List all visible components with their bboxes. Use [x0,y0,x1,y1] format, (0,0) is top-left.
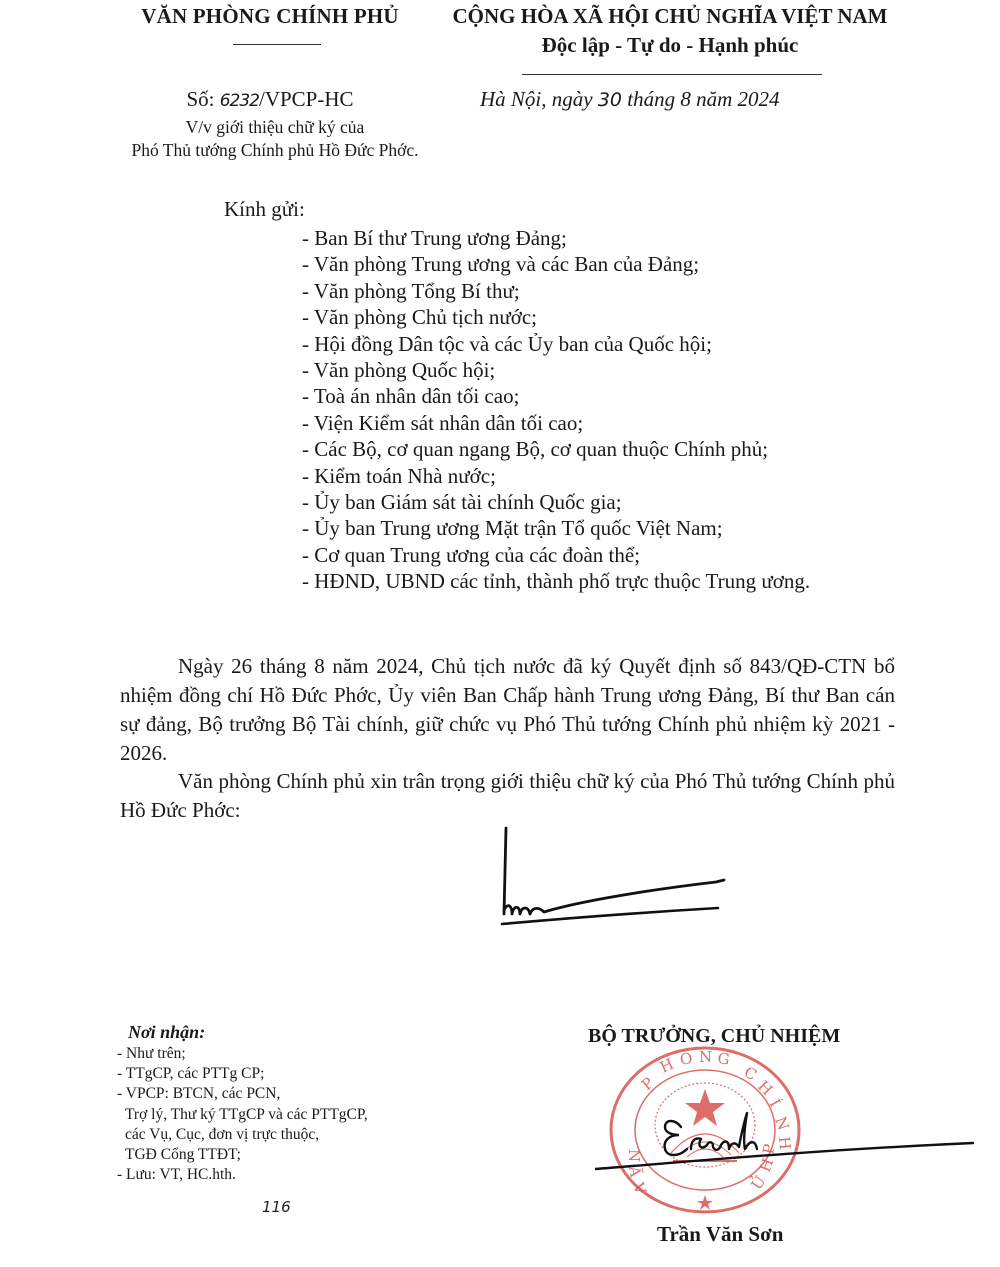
signer-name: Trần Văn Sơn [657,1222,784,1246]
svg-text:N: N [699,1048,713,1066]
date-prefix: Hà Nội, ngày [480,87,598,111]
svg-text:P: P [759,1142,779,1156]
addressee-item: - Các Bộ, cơ quan ngang Bộ, cơ quan thuộc Chính phủ; [302,437,769,462]
svg-text:H: H [775,1135,795,1151]
national-motto: Độc lập - Tự do - Hạnh phúc [541,33,799,57]
svg-text:P: P [638,1073,658,1095]
svg-text:C: C [741,1062,760,1085]
addressee-item: - Hội đồng Dân tộc và các Ủy ban của Quốc hội; [302,331,712,356]
issuing-body: VĂN PHÒNG CHÍNH PHỦ [141,4,399,28]
addressees-list [302,225,810,595]
body-paragraph-1 [120,652,895,768]
subject-line: Phó Thủ tướng Chính phủ Hồ Đức Phớc. [131,140,419,160]
svg-text:Ă: Ă [625,1164,645,1179]
distribution-list [117,1044,368,1185]
addressee-item: - Văn phòng Quốc hội; [302,358,496,383]
motto-underline [522,74,822,75]
national-title: CỘNG HÒA XÃ HỘI CHỦ NGHĨA VIỆT NAM [452,4,888,28]
svg-text:G: G [716,1049,731,1069]
document-subject [100,116,450,162]
svg-text:H: H [754,1077,777,1100]
distribution-item: - Lưu: VT, HC.hth. [117,1166,236,1184]
svg-text:V: V [629,1180,650,1197]
issue-date [480,87,880,112]
addressee-item: - Văn phòng Tổng Bí thư; [302,278,520,303]
addressee-item: - Ủy ban Giám sát tài chính Quốc gia; [302,490,622,515]
distribution-item: - VPCP: BTCN, các PCN, [117,1085,281,1103]
addressee-item: - Ban Bí thư Trung ương Đảng; [302,226,567,250]
svg-text:Ủ: Ủ [747,1172,770,1194]
addressee-item: - Văn phòng Chủ tịch nước; [302,305,537,330]
addressee-item: - Văn phòng Trung ương và các Ban của Đảng; [302,252,700,277]
distribution-item: - TTgCP, các PTTg CP; [117,1065,265,1083]
addressee-item: - Viện Kiểm sát nhân dân tối cao; [302,410,584,435]
addressee-item: - Cơ quan Trung ương của các đoàn thể; [302,542,641,567]
handwritten-copy-count: 116 [262,1198,291,1216]
addressee-item: - Toà án nhân dân tối cao; [302,384,520,409]
svg-text:Ò: Ò [678,1049,694,1069]
doc-number-prefix: Số: [186,87,220,111]
subject-line: V/v giới thiệu chữ ký của [185,117,365,137]
handwritten-doc-number: 6232 [219,91,259,111]
handwritten-signature-icon [480,822,740,932]
issuing-body-underline [233,44,321,45]
document-number [120,87,420,112]
svg-text:N: N [625,1149,643,1163]
svg-text:H: H [657,1054,677,1077]
appointment-paragraph: Ngày 26 tháng 8 năm 2024, Chủ tịch nước đã ký Quyết định số 843/QĐ-CTN bổ nhiệm đồng chí Hồ Đức Phớc, Ủy viên Ban Chấp hành Trung ương Đảng, Bí thư Ban cán sự đảng, Bộ trưởng Bộ Tài chính, giữ chức vụ Phó Thủ tướng Chính phủ nhiệm kỳ 2021 - 2026. [120,654,895,765]
distribution-item: - Như trên; [117,1045,186,1062]
svg-text:H: H [755,1155,778,1175]
distribution-label: Nơi nhận: [128,1022,206,1042]
distribution-item: TGĐ Cổng TTĐT; [125,1146,241,1164]
distribution-item: các Vụ, Cục, đơn vị trực thuộc, [125,1125,320,1143]
addressee-item: - Ủy ban Trung ương Mặt trận Tổ quốc Việt Nam; [302,516,723,541]
signer-title: BỘ TRƯỞNG, CHỦ NHIỆM [588,1025,841,1047]
addressees-label: Kính gửi: [224,197,305,221]
distribution-item: Trợ lý, Thư ký TTgCP và các PTTgCP, [125,1105,368,1123]
introduction-paragraph: Văn phòng Chính phủ xin trân trọng giới thiệu chữ ký của Phó Thủ tướng Chính phủ Hồ Đức Phớc: [120,769,895,822]
handwritten-day: 30 [597,89,623,111]
date-suffix: tháng 8 năm 2024 [622,87,780,111]
svg-text:Í: Í [765,1096,785,1111]
handwritten-signature-icon [595,1105,980,1175]
addressee-item: - Kiểm toán Nhà nước; [302,463,496,488]
addressee-item: - HĐND, UBND các tỉnh, thành phố trực thuộc Trung ương. [302,569,811,594]
body-paragraph-2 [120,767,895,825]
doc-number-suffix: /VPCP-HC [259,87,354,111]
svg-text:N: N [771,1114,793,1133]
